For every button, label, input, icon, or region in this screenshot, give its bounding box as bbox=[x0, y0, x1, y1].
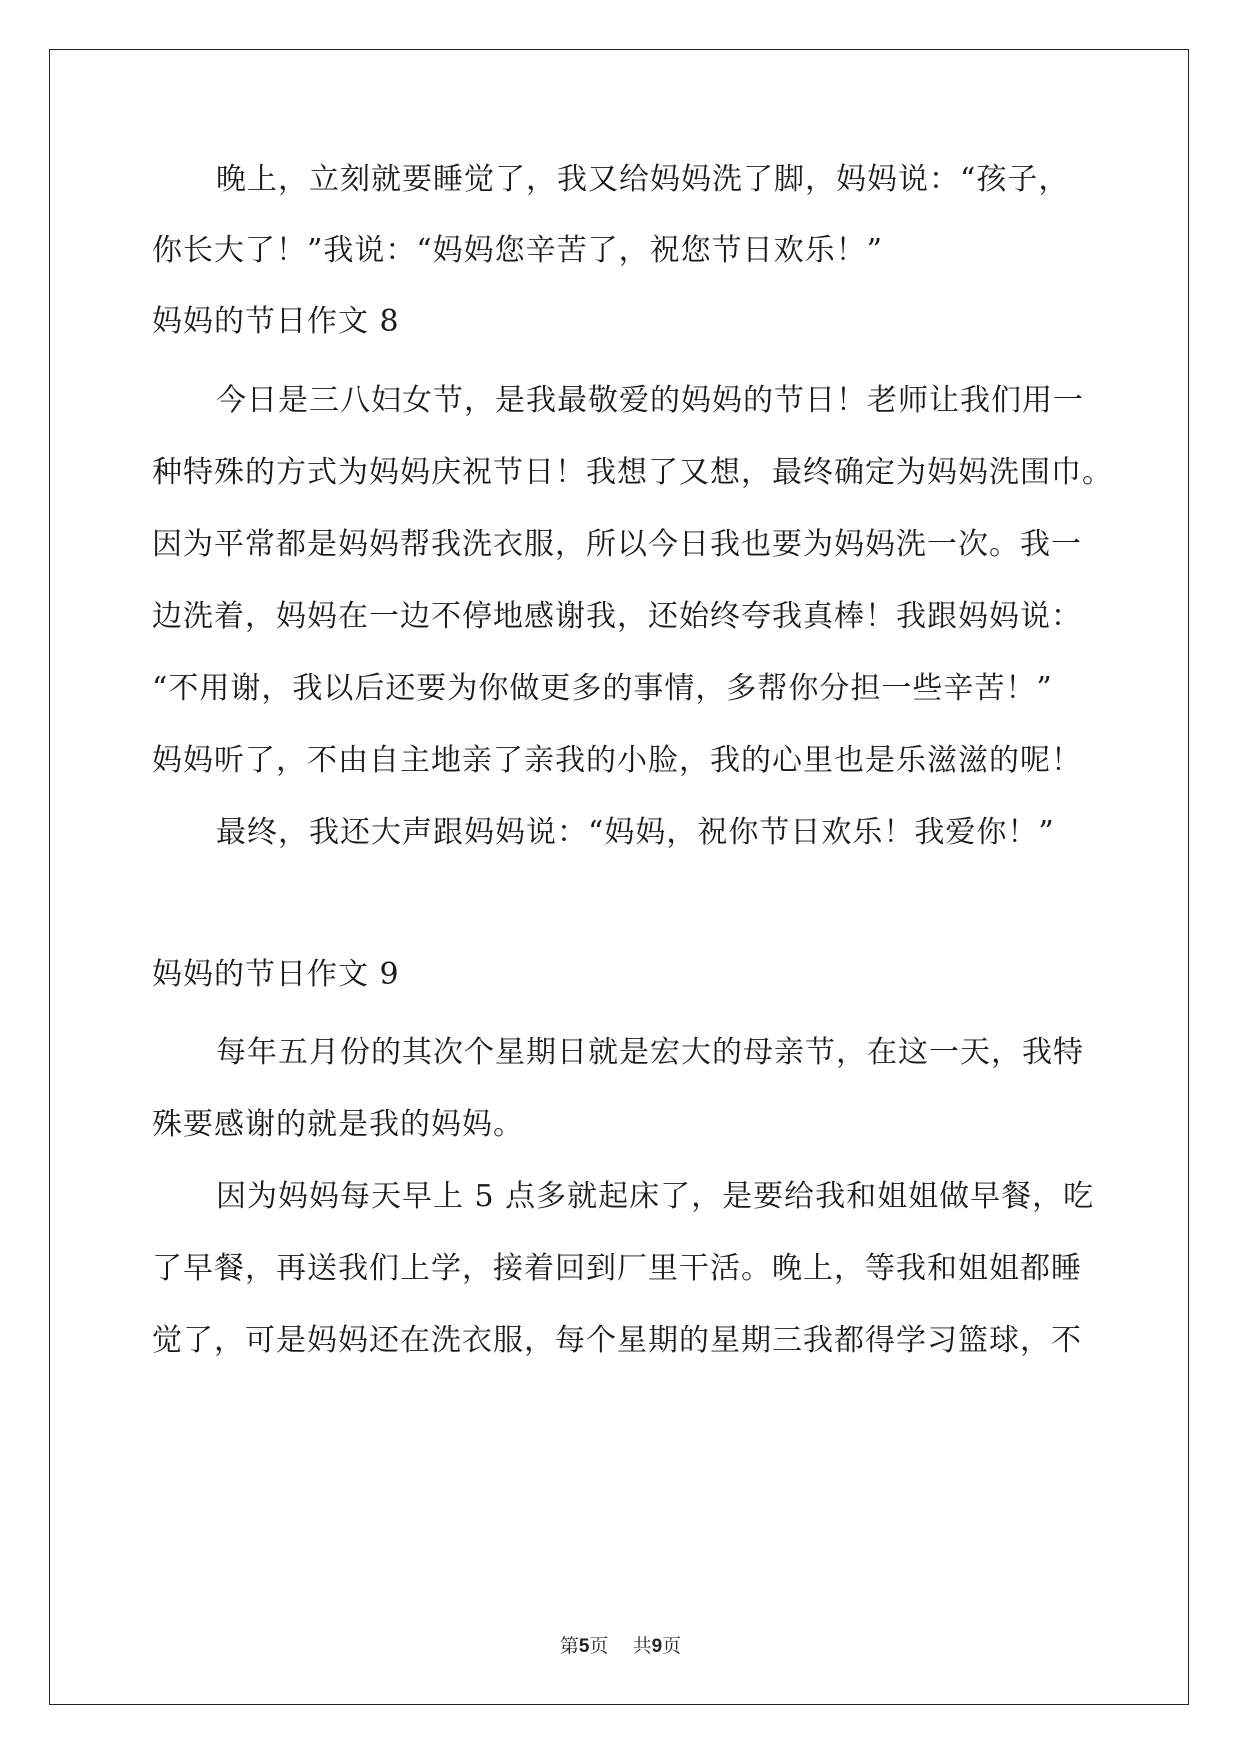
footer-prefix: 第 bbox=[559, 1635, 579, 1657]
page-border bbox=[49, 49, 1189, 1705]
paragraph-line: 妈妈听了，不由自主地亲了亲我的小脸，我的心里也是乐滋滋的呢！ bbox=[152, 743, 1082, 778]
paragraph-line: 了早餐，再送我们上学，接着回到厂里干活。晚上，等我和姐姐都睡 bbox=[152, 1251, 1082, 1286]
paragraph-line: 边洗着，妈妈在一边不停地感谢我，还始终夸我真棒！我跟妈妈说： bbox=[152, 599, 1082, 634]
page-footer bbox=[0, 1634, 1241, 1659]
section-heading-9: 妈妈的节日作文 9 bbox=[152, 957, 400, 992]
paragraph-line: 最终，我还大声跟妈妈说：“妈妈，祝你节日欢乐！我爱你！” bbox=[216, 815, 1055, 850]
paragraph-line: 因为平常都是妈妈帮我洗衣服，所以今日我也要为妈妈洗一次。我一 bbox=[152, 527, 1082, 562]
section-heading-8: 妈妈的节日作文 8 bbox=[152, 304, 400, 339]
paragraph-line: 殊要感谢的就是我的妈妈。 bbox=[152, 1107, 524, 1142]
paragraph-line: 晚上，立刻就要睡觉了，我又给妈妈洗了脚，妈妈说：“孩子， bbox=[216, 162, 1070, 197]
paragraph-line: 今日是三八妇女节，是我最敬爱的妈妈的节日！老师让我们用一 bbox=[216, 383, 1084, 418]
paragraph-line: 种特殊的方式为妈妈庆祝节日！我想了又想，最终确定为妈妈洗围巾。 bbox=[152, 455, 1113, 490]
footer-suffix: 页 bbox=[662, 1635, 682, 1657]
footer-middle: 页 共 bbox=[589, 1635, 652, 1657]
total-page-number: 9 bbox=[651, 1636, 663, 1657]
paragraph-line: 你长大了！”我说：“妈妈您辛苦了，祝您节日欢乐！” bbox=[152, 233, 884, 268]
paragraph-line: 觉了，可是妈妈还在洗衣服，每个星期的星期三我都得学习篮球，不 bbox=[152, 1323, 1082, 1358]
paragraph-line: 每年五月份的其次个星期日就是宏大的母亲节，在这一天，我特 bbox=[216, 1035, 1084, 1070]
current-page-number: 5 bbox=[578, 1636, 590, 1657]
paragraph-line: 因为妈妈每天早上 5 点多就起床了，是要给我和姐姐做早餐，吃 bbox=[216, 1179, 1095, 1214]
paragraph-line: “不用谢，我以后还要为你做更多的事情，多帮你分担一些辛苦！” bbox=[152, 671, 1053, 706]
